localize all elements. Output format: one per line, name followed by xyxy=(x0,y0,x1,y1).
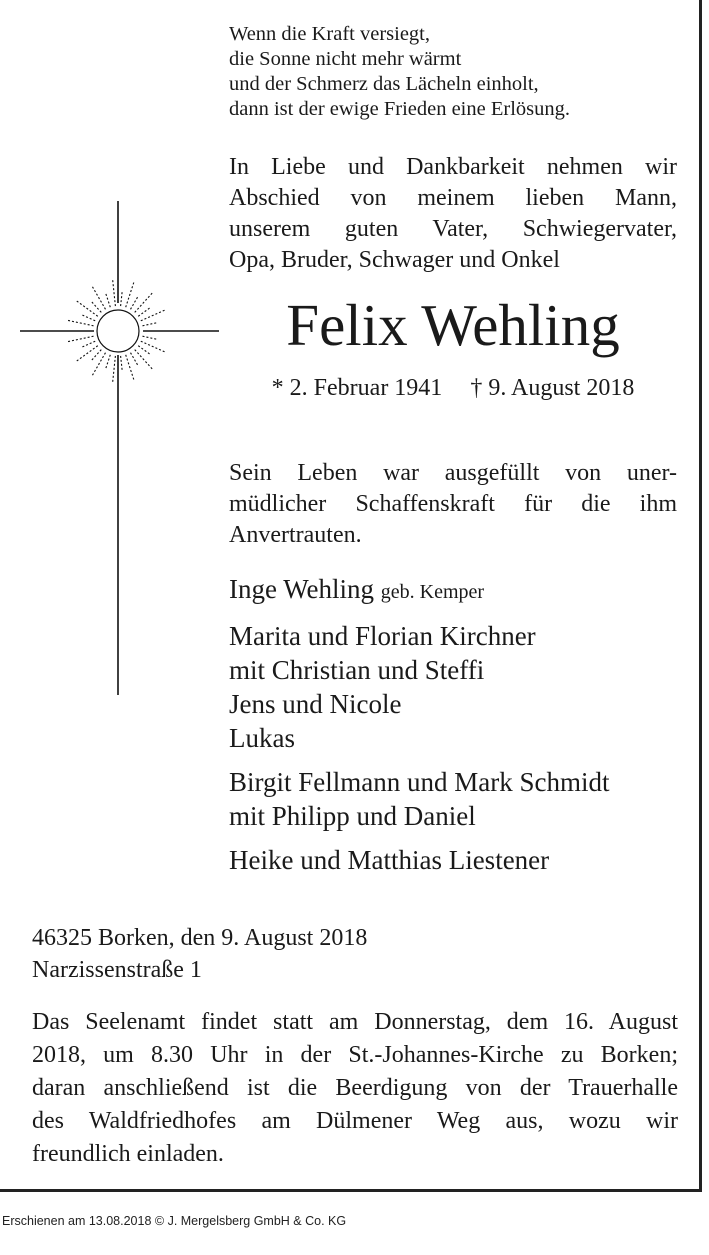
birth-date: * 2. Februar 1941 xyxy=(271,375,443,401)
widow-name: Inge Wehling xyxy=(229,574,375,604)
sun-ray xyxy=(143,336,158,339)
sun-ray xyxy=(138,308,150,317)
sun-ray xyxy=(76,346,98,362)
sun-ray xyxy=(143,323,158,326)
life-line: Sein Leben war ausgefüllt von uner- xyxy=(229,460,677,486)
mourner-line: Jens und Nicole xyxy=(229,689,402,719)
service-line: freundlich einladen. xyxy=(32,1141,224,1167)
deceased-name: Felix Wehling xyxy=(286,292,620,358)
sun-ray xyxy=(67,320,93,326)
service-details xyxy=(32,1006,678,1171)
sun-ray xyxy=(121,356,123,371)
poem-line: Wenn die Kraft versiegt, xyxy=(229,23,430,45)
street: Narzissenstraße 1 xyxy=(32,957,202,983)
place-and-date: 46325 Borken, den 9. August 2018 xyxy=(32,925,368,951)
sun-ray xyxy=(106,293,111,307)
sun-ray xyxy=(92,353,106,376)
service-line: Das Seelenamt findet statt am Donnerstag, dem 16. August xyxy=(32,1009,678,1035)
sun-ray xyxy=(91,301,101,312)
service-line: daran anschließend ist die Beerdigung von der Trauerhalle xyxy=(32,1075,678,1101)
sun-ray xyxy=(76,300,98,316)
poem-line: und der Schmerz das Lächeln einholt, xyxy=(229,73,539,95)
mourner-line: Marita und Florian Kirchner xyxy=(229,621,536,651)
poem-line: dann ist der ewige Frieden eine Erlösung. xyxy=(229,98,571,120)
mourner-line: Birgit Fellmann und Mark Schmidt xyxy=(229,767,610,797)
sun-ray xyxy=(91,350,101,361)
farewell-line: Abschied von meinem lieben Mann, xyxy=(229,185,677,211)
sun-ray xyxy=(106,355,111,369)
widow xyxy=(229,572,689,609)
life-text xyxy=(229,458,677,551)
sun-ray xyxy=(135,350,153,370)
mourner-line: mit Philipp und Daniel xyxy=(229,801,476,831)
sun-ray xyxy=(141,341,166,352)
mourner-line: Heike und Matthias Liestener xyxy=(229,845,550,875)
sun-ray xyxy=(82,315,96,321)
life-dates xyxy=(229,371,677,405)
sun-ray xyxy=(131,353,139,366)
sun-ray xyxy=(126,282,134,308)
sun-ray xyxy=(131,296,139,309)
poem xyxy=(229,22,679,122)
farewell-text xyxy=(229,152,677,276)
widow-maiden-name: geb. Kemper xyxy=(380,581,485,603)
mourners-list xyxy=(229,572,689,877)
farewell-line: In Liebe und Dankbarkeit nehmen wir xyxy=(229,154,677,180)
family-group xyxy=(229,765,689,833)
sun-ray xyxy=(141,310,166,321)
sun-ray xyxy=(82,341,96,347)
sun-ray xyxy=(135,292,153,312)
cross-with-radiant-sun-icon xyxy=(0,195,230,705)
service-line: des Waldfriedhofes am Dülmener Weg aus, wozu wir xyxy=(32,1108,678,1134)
mourner-line: Lukas xyxy=(229,723,295,753)
farewell-line: Opa, Bruder, Schwager und Onkel xyxy=(229,247,560,273)
service-line: 2018, um 8.30 Uhr in der St.-Johannes-Kirche zu Borken; xyxy=(32,1042,678,1068)
sun-ray xyxy=(138,346,150,355)
death-date: † 9. August 2018 xyxy=(470,375,635,401)
family-group xyxy=(229,619,689,755)
sun-ray xyxy=(92,286,106,309)
poem-line: die Sonne nicht mehr wärmt xyxy=(229,48,462,70)
address-block xyxy=(32,922,682,986)
publication-footer: Erschienen am 13.08.2018 © J. Mergelsberg GmbH & Co. KG xyxy=(2,1214,347,1228)
sun-ray xyxy=(113,279,116,306)
sun-ray xyxy=(126,355,134,381)
life-line: Anvertrauten. xyxy=(229,522,362,548)
sun-ray xyxy=(113,356,116,383)
sun-ray xyxy=(121,291,123,306)
mourner-line: mit Christian und Steffi xyxy=(229,655,485,685)
farewell-line: unserem guten Vater, Schwiegervater, xyxy=(229,216,677,242)
sun-ray xyxy=(67,336,93,342)
life-line: müdlicher Schaffenskraft für die ihm xyxy=(229,491,677,517)
